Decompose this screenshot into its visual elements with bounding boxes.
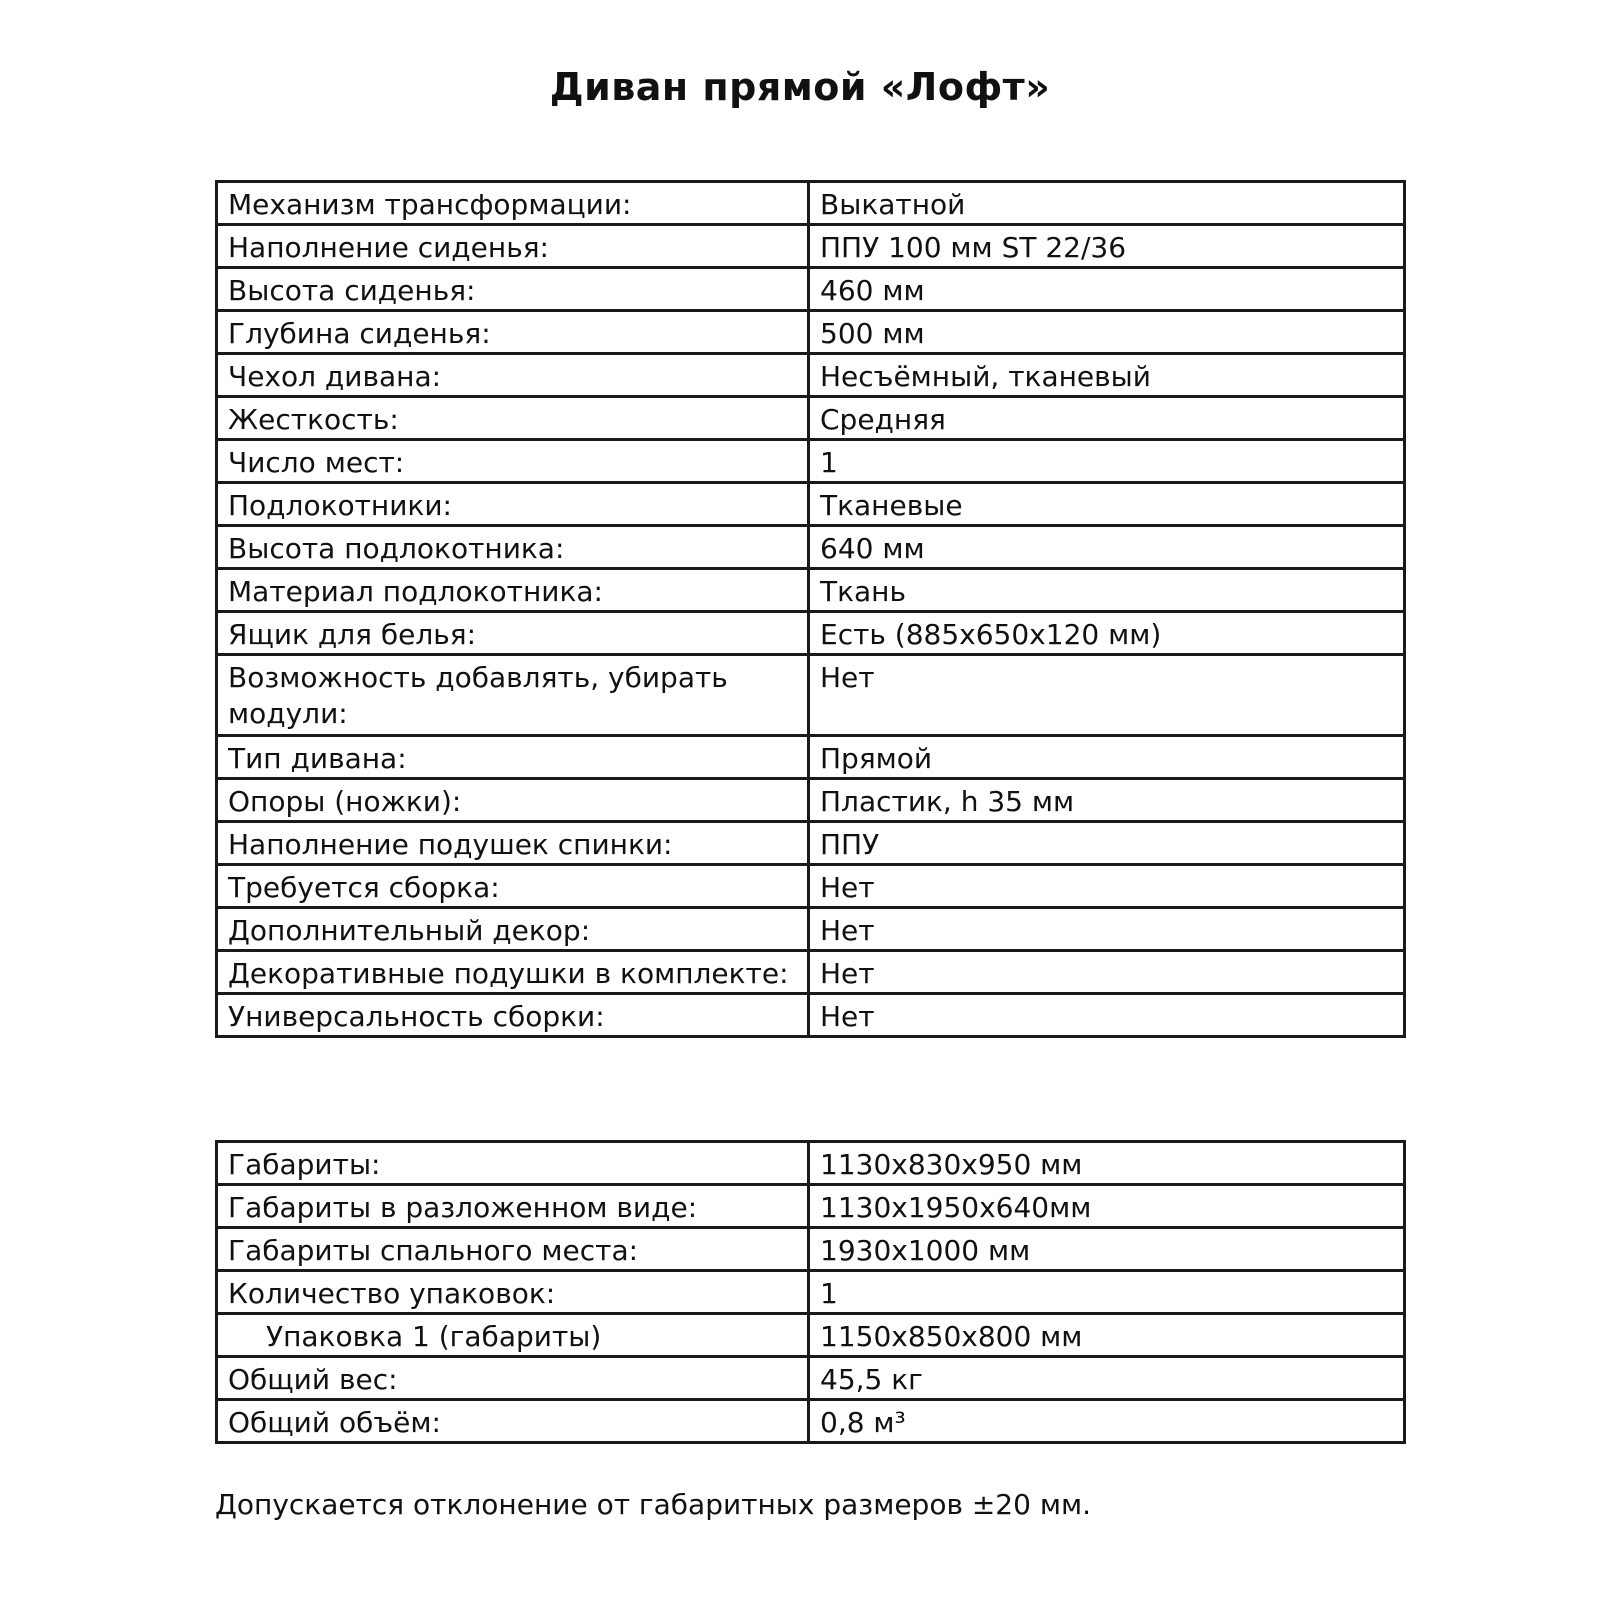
page-title: Диван прямой «Лофт» [549,65,1051,109]
dimension-value: 1930х1000 мм [809,1228,1405,1271]
dimension-label: Габариты спального места: [217,1228,809,1271]
table-row [217,268,1405,311]
dimension-label: Габариты в разложенном виде: [217,1185,809,1228]
table-row [217,569,1405,612]
dimension-label: Габариты: [217,1142,809,1185]
spec-value: Нет [809,655,1405,736]
spec-value: Пластик, h 35 мм [809,779,1405,822]
table-row [217,225,1405,268]
spec-label: Число мест: [217,440,809,483]
table-row [217,182,1405,225]
table-row [217,865,1405,908]
table-row [217,483,1405,526]
spec-value: ППУ [809,822,1405,865]
spec-label: Возможность добавлять, убирать модули: [217,655,809,736]
specs-table [215,180,1406,1038]
spec-label: Дополнительный декор: [217,908,809,951]
tolerance-note: Допускается отклонение от габаритных размеров ±20 мм. [215,1488,1091,1521]
spec-label: Декоративные подушки в комплекте: [217,951,809,994]
dimension-label: Количество упаковок: [217,1271,809,1314]
dimension-value: 1130х830х950 мм [809,1142,1405,1185]
spec-value: Несъёмный, тканевый [809,354,1405,397]
dimension-label: Общий объём: [217,1400,809,1443]
table-row [217,397,1405,440]
spec-value: 640 мм [809,526,1405,569]
spec-value: Нет [809,908,1405,951]
table-row [217,736,1405,779]
spec-value: ППУ 100 мм ST 22/36 [809,225,1405,268]
spec-label: Подлокотники: [217,483,809,526]
spec-label: Опоры (ножки): [217,779,809,822]
spec-label: Тип дивана: [217,736,809,779]
table-row [217,1314,1405,1357]
spec-label: Ящик для белья: [217,612,809,655]
spec-label: Высота сиденья: [217,268,809,311]
table-row [217,822,1405,865]
spec-value: Нет [809,951,1405,994]
spec-label: Жесткость: [217,397,809,440]
table-row [217,994,1405,1037]
spec-label: Высота подлокотника: [217,526,809,569]
spec-value: Выкатной [809,182,1405,225]
spec-label: Требуется сборка: [217,865,809,908]
table-row [217,908,1405,951]
dimension-value: 45,5 кг [809,1357,1405,1400]
spec-value: Средняя [809,397,1405,440]
table-row [217,1142,1405,1185]
dimension-label: Общий вес: [217,1357,809,1400]
dimension-value: 1150х850х800 мм [809,1314,1405,1357]
spec-label: Механизм трансформации: [217,182,809,225]
spec-label: Наполнение сиденья: [217,225,809,268]
spec-value: Есть (885х650х120 мм) [809,612,1405,655]
table-row [217,655,1405,736]
table-row [217,1271,1405,1314]
spec-label: Наполнение подушек спинки: [217,822,809,865]
dimension-value: 0,8 м³ [809,1400,1405,1443]
spec-value: 1 [809,440,1405,483]
spec-label: Материал подлокотника: [217,569,809,612]
dimension-value: 1130х1950х640мм [809,1185,1405,1228]
spec-value: Нет [809,865,1405,908]
table-row [217,1357,1405,1400]
table-row [217,440,1405,483]
spec-label: Универсальность сборки: [217,994,809,1037]
table-row [217,1400,1405,1443]
table-row [217,612,1405,655]
spec-value: Нет [809,994,1405,1037]
table-row [217,526,1405,569]
table-row [217,354,1405,397]
spec-label: Чехол дивана: [217,354,809,397]
table-row [217,1228,1405,1271]
table-row [217,1185,1405,1228]
table-row [217,951,1405,994]
table-row [217,311,1405,354]
spec-value: Прямой [809,736,1405,779]
dimension-value: 1 [809,1271,1405,1314]
spec-label: Глубина сиденья: [217,311,809,354]
spec-value: 500 мм [809,311,1405,354]
dimensions-table [215,1140,1406,1444]
spec-value: 460 мм [809,268,1405,311]
dimension-label: Упаковка 1 (габариты) [217,1314,809,1357]
table-row [217,779,1405,822]
spec-value: Тканевые [809,483,1405,526]
spec-value: Ткань [809,569,1405,612]
